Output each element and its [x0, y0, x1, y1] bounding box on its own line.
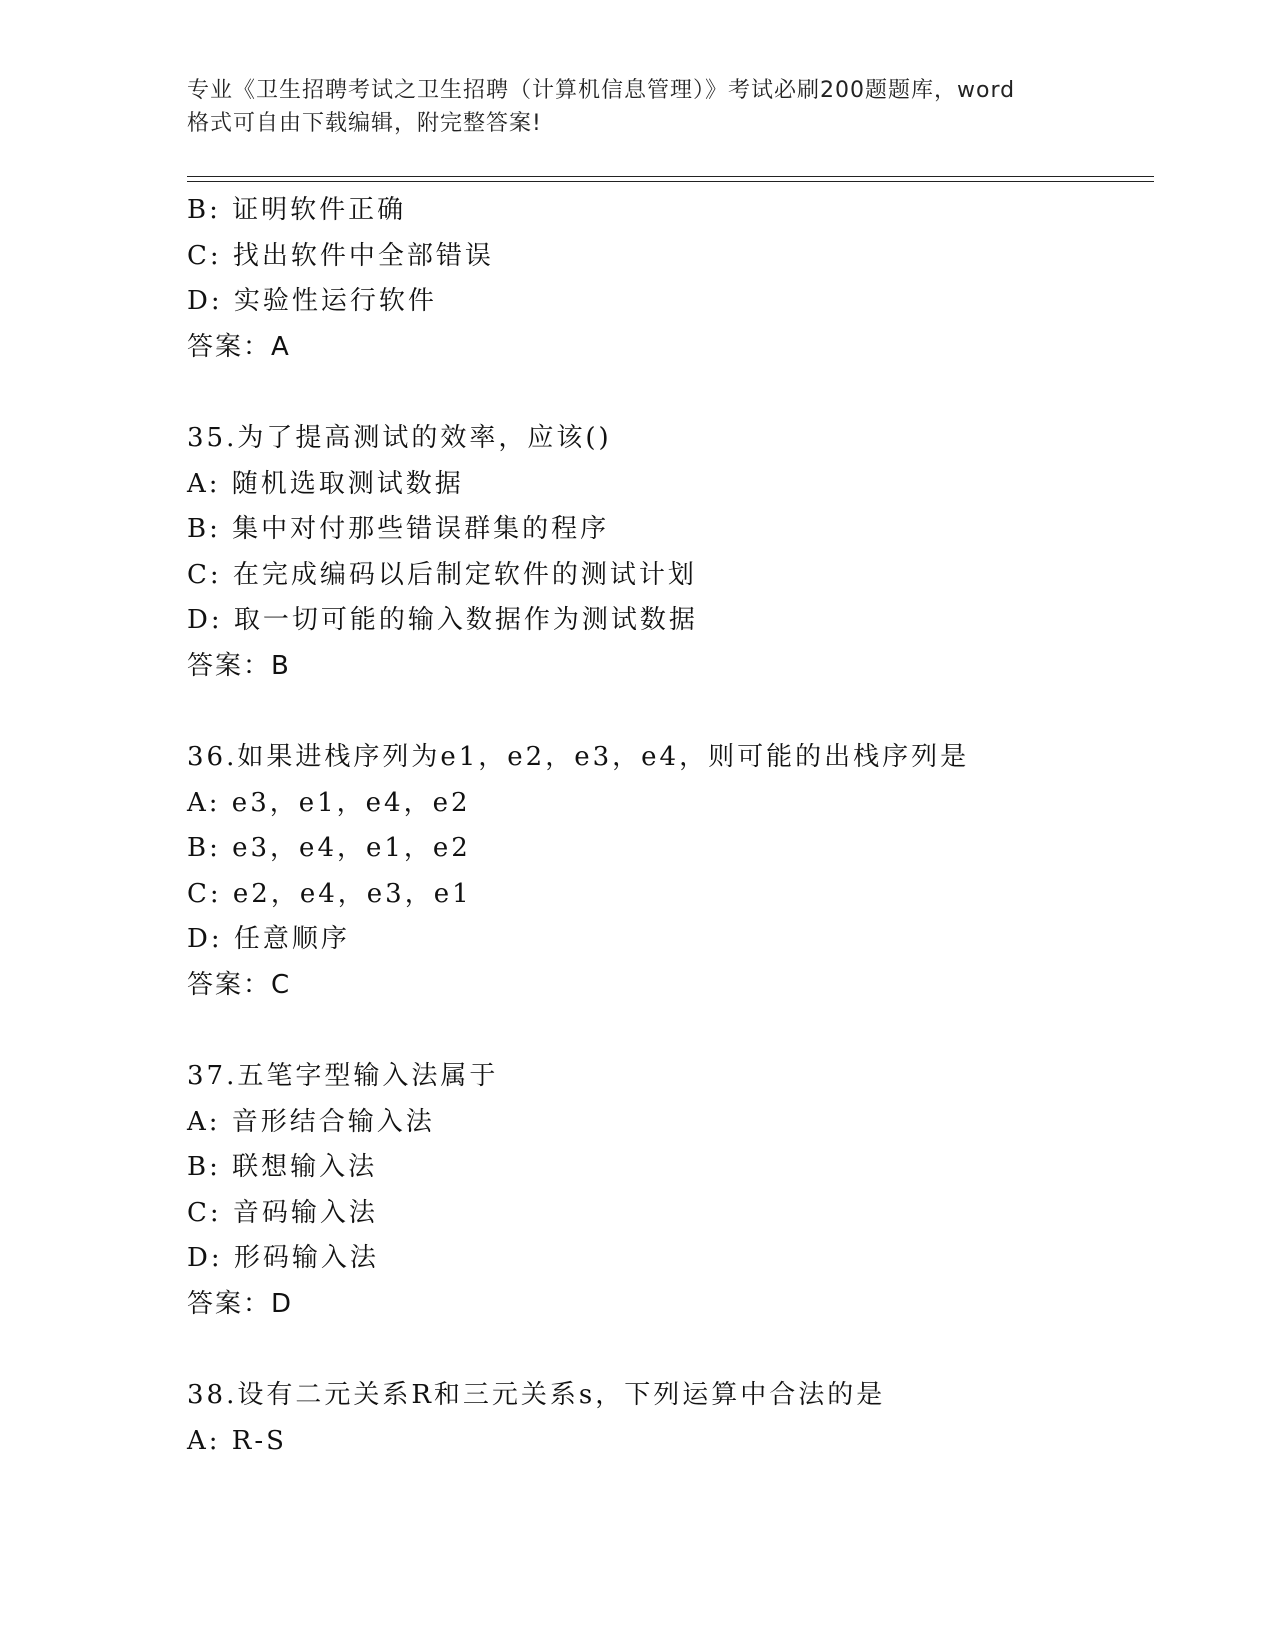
question-stem: 37.五笔字型输入法属于 [187, 1061, 499, 1091]
option-a: A: e3，e1，e4，e2 [187, 787, 471, 818]
question-block-38 [187, 1373, 1147, 1464]
document-header [187, 74, 1087, 140]
option-d: D: 实验性运行软件 [187, 286, 437, 316]
option-d: D: 形码输入法 [187, 1243, 379, 1273]
option-c: C: 音码输入法 [187, 1197, 378, 1228]
answer-line: 答案：A [187, 331, 291, 362]
answer-line: 答案：B [187, 650, 291, 681]
option-b: B: 联想输入法 [187, 1152, 378, 1182]
option-a: A: 音形结合输入法 [187, 1106, 435, 1137]
option-c: C: e2，e4，e3，e1 [187, 878, 472, 909]
header-title-line-2: 格式可自由下载编辑，附完整答案! [187, 111, 542, 136]
question-block-37 [187, 1054, 1147, 1327]
option-c: C: 找出软件中全部错误 [187, 240, 494, 271]
option-c: C: 在完成编码以后制定软件的测试计划 [187, 559, 697, 590]
option-d: D: 取一切可能的输入数据作为测试数据 [187, 605, 698, 635]
question-block-35 [187, 416, 1147, 689]
answer-line: 答案：D [187, 1288, 294, 1319]
question-block-36 [187, 735, 1147, 1008]
option-a: A: 随机选取测试数据 [187, 468, 464, 499]
answer-line: 答案：C [187, 969, 292, 1000]
option-d: D: 任意顺序 [187, 924, 350, 954]
question-stem: 36.如果进栈序列为e1，e2，e3，e4，则可能的出栈序列是 [187, 742, 970, 772]
option-b: B: e3，e4，e1，e2 [187, 833, 471, 863]
option-b: B: 证明软件正确 [187, 195, 407, 225]
question-list [187, 188, 1147, 1464]
header-divider-bottom [187, 181, 1154, 182]
option-a: A: R-S [187, 1425, 287, 1456]
question-block-34-continued [187, 188, 1147, 370]
header-title-line-1: 专业《卫生招聘考试之卫生招聘（计算机信息管理）》考试必刷200题题库，word [187, 78, 1016, 103]
question-stem: 35.为了提高测试的效率，应该() [187, 423, 612, 453]
question-stem: 38.设有二元关系R和三元关系s，下列运算中合法的是 [187, 1380, 886, 1410]
option-b: B: 集中对付那些错误群集的程序 [187, 514, 610, 544]
header-divider-top [187, 176, 1154, 177]
